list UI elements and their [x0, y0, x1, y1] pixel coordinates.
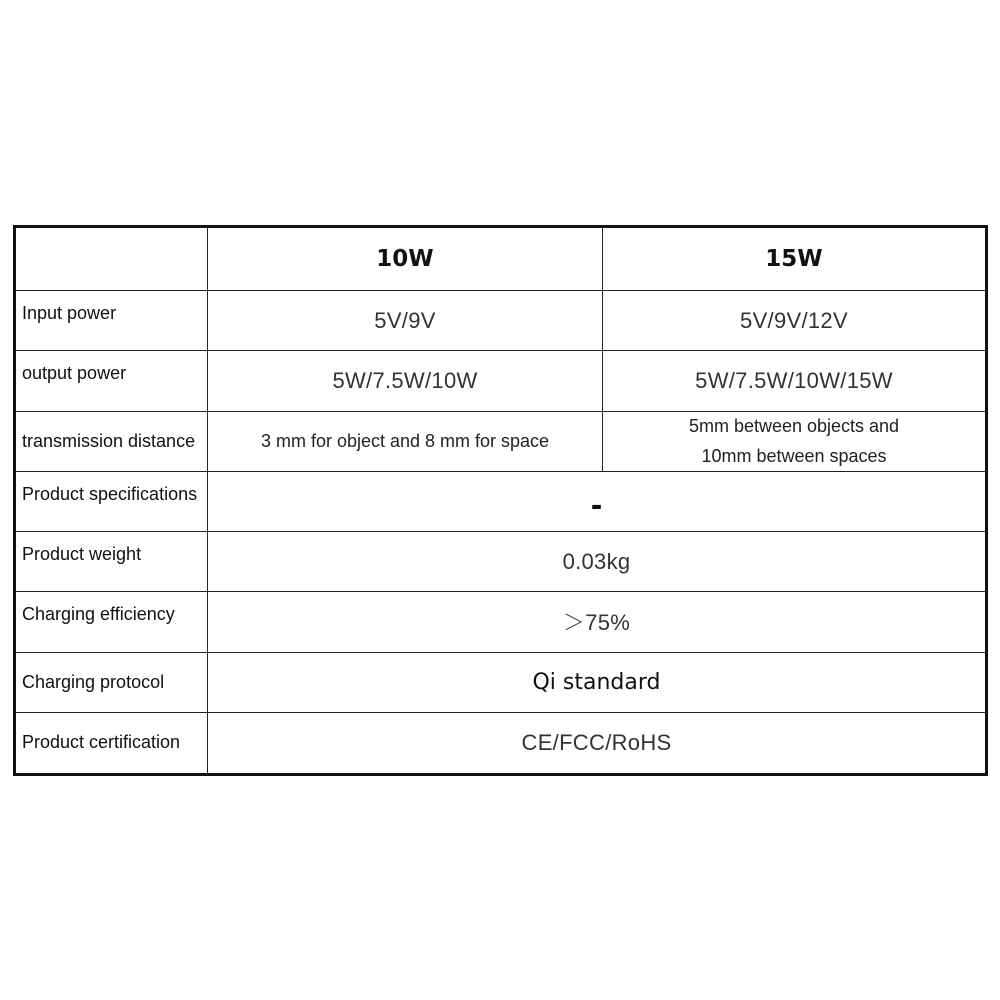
row-label-transmission-distance: transmission distance	[16, 412, 208, 472]
row-label-charging-protocol: Charging protocol	[16, 653, 208, 713]
header-15w: 15W	[603, 228, 985, 291]
header-empty-cell	[16, 228, 208, 291]
transmission-distance-15w	[603, 412, 985, 472]
product-certification-value: CE/FCC/RoHS	[521, 729, 672, 755]
charging-efficiency-value: ＞75%	[208, 592, 985, 652]
transmission-distance-10w: 3 mm for object and 8 mm for space	[208, 412, 603, 472]
row-label-output-power: output power	[16, 351, 208, 411]
row-label-product-weight: Product weight	[16, 532, 208, 592]
input-power-10w: 5V/9V	[208, 291, 603, 351]
product-weight-value: 0.03kg	[208, 532, 985, 592]
transmission-distance-15w-line2: 10mm between spaces	[701, 446, 887, 467]
spec-table	[13, 225, 988, 776]
row-label-product-certification: Product certification	[16, 713, 208, 773]
row-label-charging-efficiency: Charging efficiency	[16, 592, 208, 652]
header-10w: 10W	[208, 228, 603, 291]
row-label-input-power: Input power	[16, 291, 208, 351]
product-specifications-value: -	[208, 472, 985, 532]
transmission-distance-15w-line1: 5mm between objects and	[688, 416, 900, 437]
charging-protocol-value: Qi standard	[208, 653, 985, 713]
input-power-15w: 5V/9V/12V	[603, 291, 985, 351]
output-power-15w: 5W/7.5W/10W/15W	[603, 351, 985, 411]
row-label-product-specifications: Product specifications	[16, 472, 208, 532]
output-power-10w: 5W/7.5W/10W	[208, 351, 603, 411]
